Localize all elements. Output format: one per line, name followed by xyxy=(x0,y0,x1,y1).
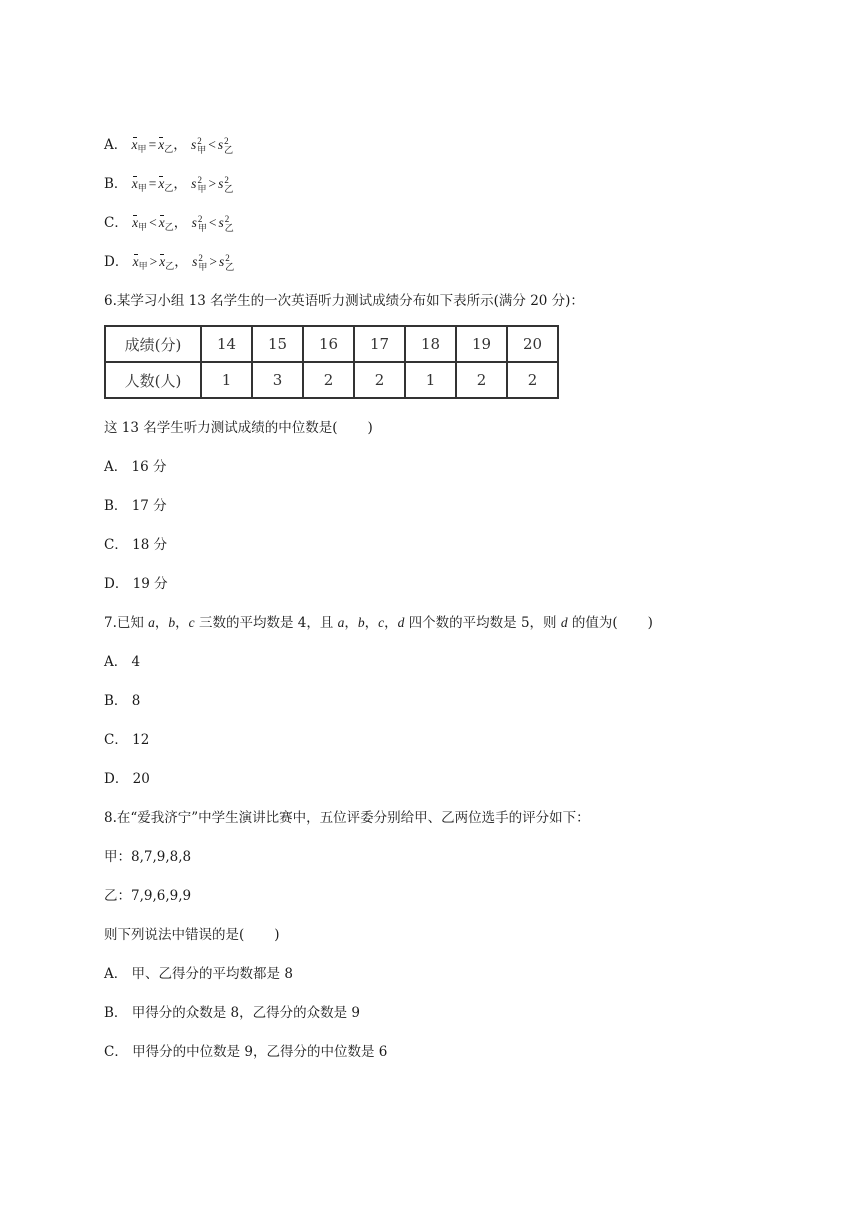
q8-option-c: C． 甲得分的中位数是 9，乙得分的中位数是 6 xyxy=(104,1044,388,1060)
table-cell: 20 xyxy=(507,326,558,362)
q5-option-b: B． $x_甲 = x_乙$， s 2 甲 > s 2 乙 xyxy=(104,174,234,194)
q8-yi-scores: 乙：7,9,6,9,9 xyxy=(104,888,192,904)
table-row xyxy=(105,326,558,362)
table-cell: 16 xyxy=(303,326,354,362)
q8-stem: 8.在“爱我济宁”中学生演讲比赛中，五位评委分别给甲、乙两位选手的评分如下： xyxy=(104,810,590,826)
q8-option-a: A． 甲、乙得分的平均数都是 8 xyxy=(104,966,293,982)
q6-question: 这 13 名学生听力测试成绩的中位数是( ) xyxy=(104,420,373,436)
table-row xyxy=(105,362,558,398)
q6-option-a: A． 16 分 xyxy=(104,459,167,475)
q5-option-a: A． $x_甲 = x_乙$， s 2 甲 < s 2 乙 xyxy=(104,135,234,155)
q6-option-b: B． 17 分 xyxy=(104,498,167,514)
table-cell: 17 xyxy=(354,326,405,362)
q7-option-c: C． 12 xyxy=(104,732,150,748)
table-cell: 2 xyxy=(456,362,507,398)
table-header-score: 成绩(分) xyxy=(105,326,201,362)
q8-option-b: B． 甲得分的众数是 8，乙得分的众数是 9 xyxy=(104,1005,360,1021)
score-table xyxy=(104,325,559,399)
q7-stem: 7.已知 a，b，c 三数的平均数是 4，且 a，b，c，d 四个数的平均数是 5，则 d 的值为( ) xyxy=(104,615,653,631)
table-cell: 15 xyxy=(252,326,303,362)
q8-jia-scores: 甲：8,7,9,8,8 xyxy=(104,849,192,865)
q5-option-c: C． $x_甲 < x_乙$， s 2 甲 < s 2 乙 xyxy=(104,213,234,233)
table-cell: 2 xyxy=(354,362,405,398)
table-cell: 18 xyxy=(405,326,456,362)
q6-option-d: D． 19 分 xyxy=(104,576,168,592)
q6-option-c: C． 18 分 xyxy=(104,537,168,553)
q6-stem: 6.某学习小组 13 名学生的一次英语听力测试成绩分布如下表所示(满分 20 分)： xyxy=(104,293,584,309)
table-cell: 1 xyxy=(405,362,456,398)
q7-option-d: D． 20 xyxy=(104,771,150,787)
table-header-count: 人数(人) xyxy=(105,362,201,398)
table-cell: 1 xyxy=(201,362,252,398)
table-cell: 2 xyxy=(507,362,558,398)
table-cell: 3 xyxy=(252,362,303,398)
table-cell: 14 xyxy=(201,326,252,362)
q7-option-a: A． 4 xyxy=(104,654,141,670)
q8-question: 则下列说法中错误的是( ) xyxy=(104,927,280,943)
q5-option-d: D． $x_甲 > x_乙$， s 2 甲 > s 2 乙 xyxy=(104,252,235,272)
table-cell: 2 xyxy=(303,362,354,398)
q7-option-b: B． 8 xyxy=(104,693,141,709)
table-cell: 19 xyxy=(456,326,507,362)
